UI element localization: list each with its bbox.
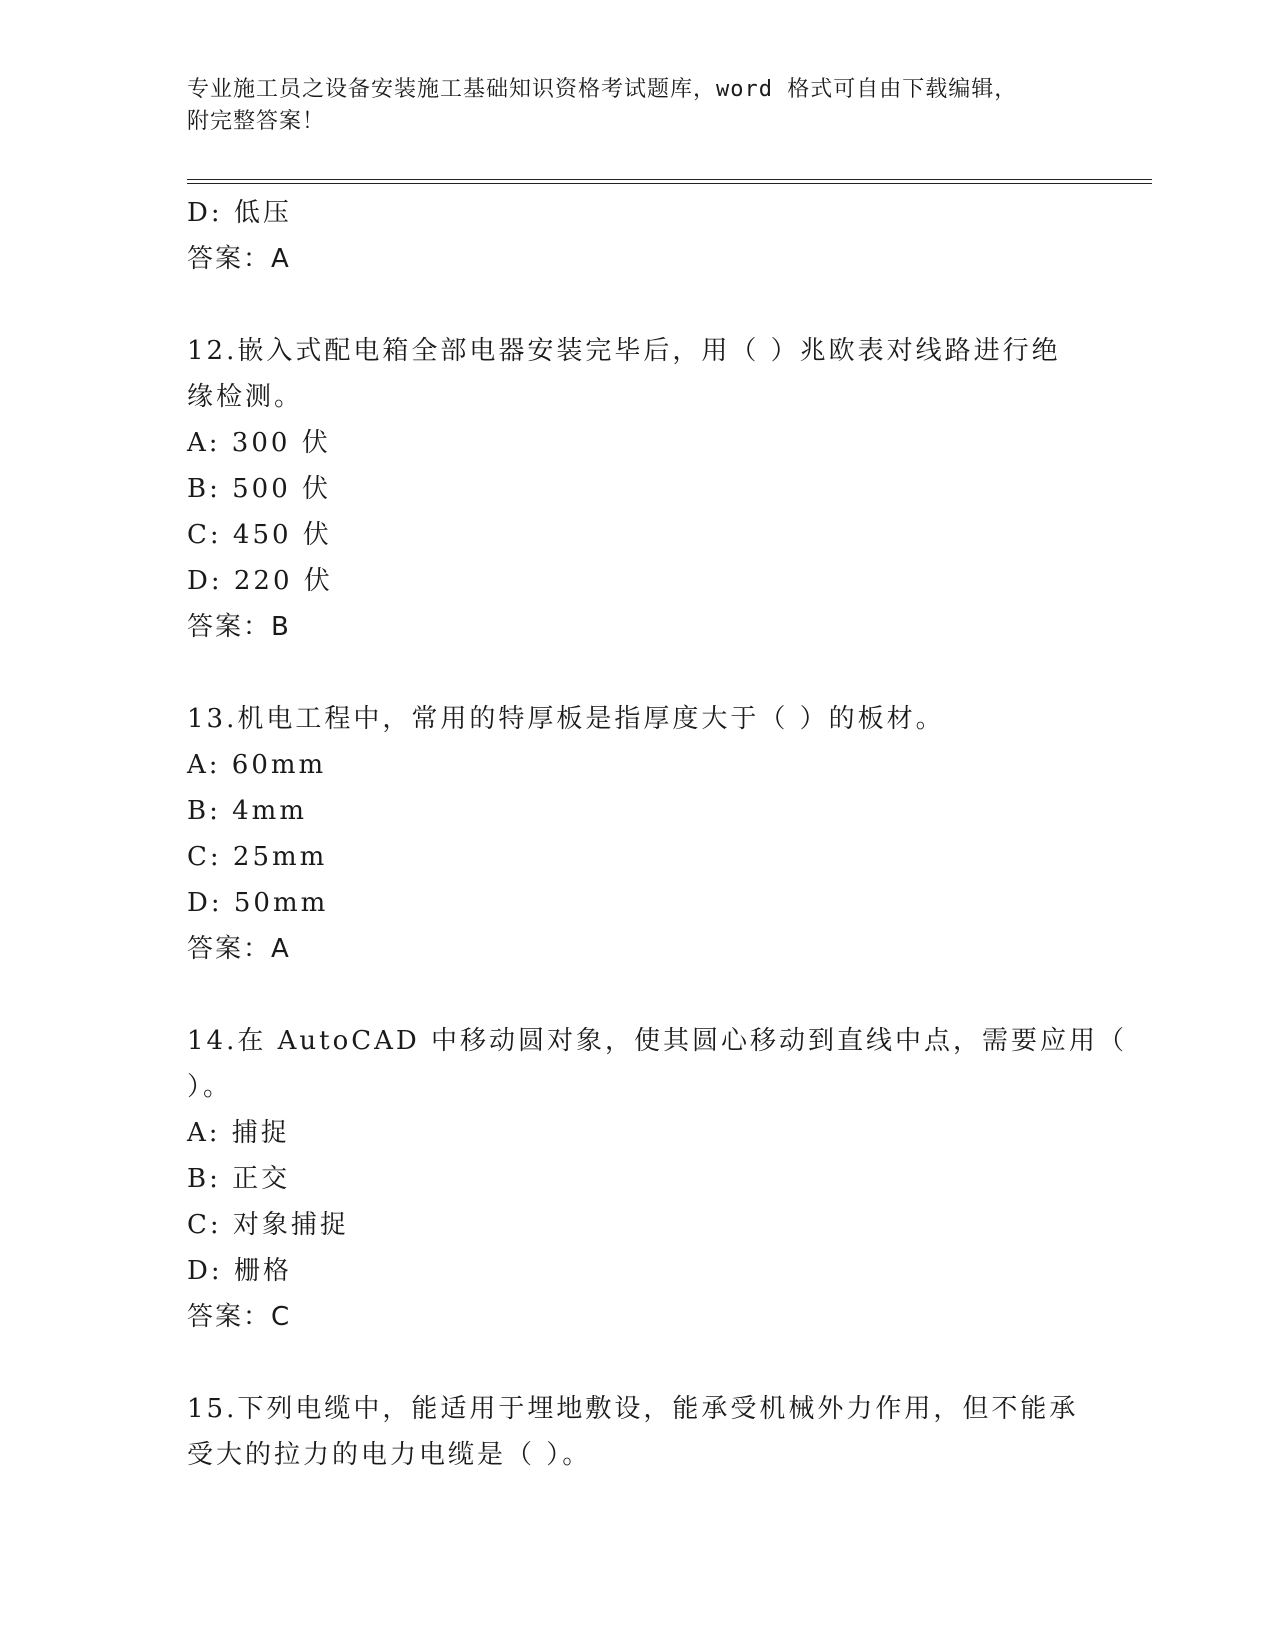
question-stem: 13.机电工程中，常用的特厚板是指厚度大于（ ）的板材。 — [187, 704, 945, 734]
option-a: A: 300 伏 — [187, 428, 331, 458]
header-line-2: 附完整答案！ — [187, 109, 326, 134]
spacer — [187, 282, 1087, 328]
option-b: B: 500 伏 — [187, 474, 332, 504]
option-b: B: 4mm — [187, 796, 307, 826]
question-stem: 15.下列电缆中，能适用于埋地敷设，能承受机械外力作用，但不能承 — [187, 1394, 1079, 1424]
option-d: D: 220 伏 — [187, 566, 333, 596]
question-stem: 12.嵌入式配电箱全部电器安装完毕后，用（ ）兆欧表对线路进行绝 — [187, 336, 1061, 366]
question-stem-continued: 缘检测。 — [187, 382, 304, 412]
question-13 — [187, 696, 1087, 972]
question-list — [187, 190, 1128, 1478]
option-a: A: 60mm — [187, 750, 327, 780]
option-c: C: 对象捕捉 — [187, 1210, 349, 1240]
spacer — [187, 650, 1087, 696]
question-12 — [187, 328, 1087, 650]
option-d: D: 50mm — [187, 888, 329, 918]
question-stem-continued: ）。 — [187, 1072, 233, 1102]
option-c: C: 25mm — [187, 842, 328, 872]
question-stem: 14.在 AutoCAD 中移动圆对象，使其圆心移动到直线中点，需要应用（ — [187, 1026, 1128, 1056]
option-d: D: 低压 — [187, 198, 292, 228]
answer-label: 答案：A — [187, 934, 291, 964]
question-stem-continued: 受大的拉力的电力电缆是（ ）。 — [187, 1440, 592, 1470]
question-11-tail — [187, 190, 1087, 282]
question-15 — [187, 1386, 1087, 1478]
answer-label: 答案：B — [187, 612, 291, 642]
header-line-1: 专业施工员之设备安装施工基础知识资格考试题库，word 格式可自由下载编辑， — [187, 77, 1018, 102]
answer-label: 答案：C — [187, 1302, 292, 1332]
question-14 — [187, 1018, 1128, 1340]
answer-label: 答案：A — [187, 244, 291, 274]
option-d: D: 栅格 — [187, 1256, 292, 1286]
option-a: A: 捕捉 — [187, 1118, 290, 1148]
spacer — [187, 972, 1087, 1018]
spacer — [187, 1340, 1087, 1386]
document-header — [187, 74, 1087, 138]
option-c: C: 450 伏 — [187, 520, 332, 550]
option-b: B: 正交 — [187, 1164, 291, 1194]
header-divider-bottom — [187, 183, 1152, 184]
header-divider-top — [187, 179, 1152, 180]
